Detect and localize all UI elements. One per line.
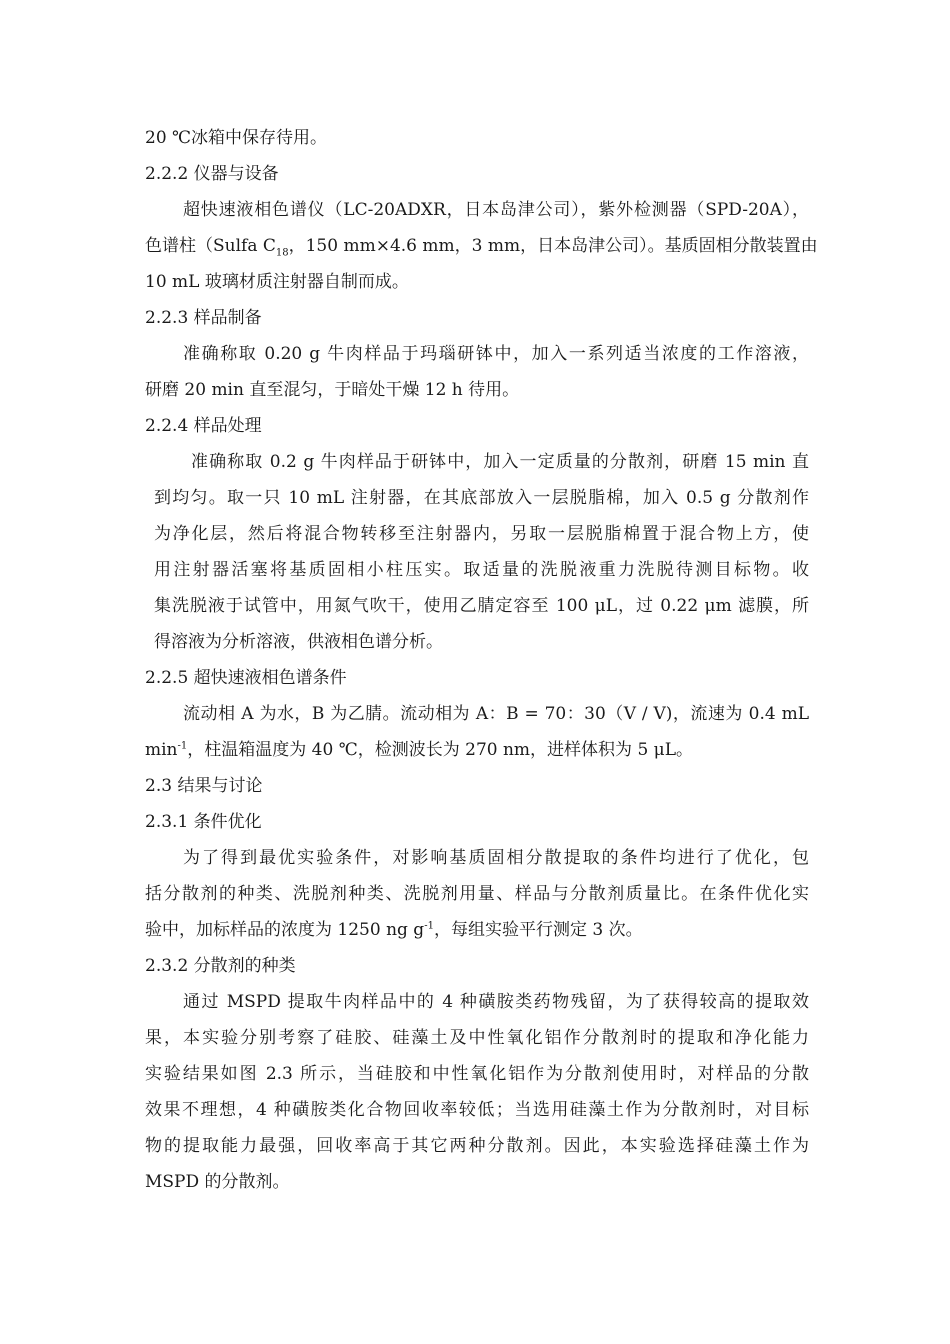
paragraph-line — [145, 912, 809, 948]
paragraph-line: 流动相 A 为水，B 为乙腈。流动相为 A：B = 70：30（V / V)，流速为 0.4 mL — [183, 704, 809, 724]
section-heading-2-3-2: 2.3.2 分散剂的种类 — [145, 956, 296, 976]
paragraph-line: 通过 MSPD 提取牛肉样品中的 4 种磺胺类药物残留，为了获得较高的提取效 — [183, 992, 809, 1012]
paragraph-line: 超快速液相色谱仪（LC-20ADXR，日本岛津公司），紫外检测器（SPD-20A）， — [183, 200, 809, 220]
paragraph-line: 准确称取 0.2 g 牛肉样品于研钵中，加入一定质量的分散剂，研磨 15 min 直 — [191, 452, 809, 472]
text-run: ，每组实验平行测定 3 次。 — [433, 920, 643, 940]
text-run: ，150 mm×4.6 mm，3 mm，日本岛津公司）。基质固相分散装置由 — [288, 236, 818, 256]
section-heading-2-2-3: 2.2.3 样品制备 — [145, 308, 262, 328]
paragraph-line: 准确称取 0.20 g 牛肉样品于玛瑙研钵中，加入一系列适当浓度的工作溶液， — [183, 344, 809, 364]
paragraph-line: 研磨 20 min 直至混匀，于暗处干燥 12 h 待用。 — [145, 380, 520, 400]
paragraph-line: 为了得到最优实验条件，对影响基质固相分散提取的条件均进行了优化，包 — [183, 848, 809, 868]
superscript: -1 — [424, 920, 434, 932]
paragraph-line: 果，本实验分别考察了硅胶、硅藻土及中性氧化铝作分散剂时的提取和净化能力 — [145, 1028, 809, 1048]
paragraph-line: 得溶液为分析溶液，供液相色谱分析。 — [154, 632, 443, 652]
text-run: 验中，加标样品的浓度为 1250 ng g — [145, 920, 425, 940]
paragraph-line: 20 ℃冰箱中保存待用。 — [145, 128, 328, 148]
paragraph-line: 括分散剂的种类、洗脱剂种类、洗脱剂用量、样品与分散剂质量比。在条件优化实 — [145, 884, 809, 904]
subscript: 18 — [275, 247, 289, 259]
paragraph-line: 物的提取能力最强，回收率高于其它两种分散剂。因此，本实验选择硅藻土作为 — [145, 1136, 809, 1156]
section-heading-2-2-2: 2.2.2 仪器与设备 — [145, 164, 279, 184]
section-heading-2-3-1: 2.3.1 条件优化 — [145, 812, 262, 832]
text-run: ，柱温箱温度为 40 ℃，检测波长为 270 nm，进样体积为 5 μL。 — [187, 740, 694, 760]
paragraph-line — [145, 228, 818, 264]
paragraph-line: 为净化层，然后将混合物转移至注射器内，另取一层脱脂棉置于混合物上方，使 — [154, 524, 809, 544]
paragraph-line: MSPD 的分散剂。 — [145, 1172, 290, 1192]
paragraph-line: 10 mL 玻璃材质注射器自制而成。 — [145, 272, 409, 292]
paragraph-line: 集洗脱液于试管中，用氮气吹干，使用乙腈定容至 100 μL，过 0.22 μm 滤膜，所 — [154, 596, 809, 616]
paragraph-line: 用注射器活塞将基质固相小柱压实。取适量的洗脱液重力洗脱待测目标物。收 — [154, 560, 809, 580]
text-run: 色谱柱（Sulfa C — [145, 236, 276, 256]
section-heading-2-2-4: 2.2.4 样品处理 — [145, 416, 262, 436]
paragraph-line — [145, 732, 809, 768]
section-heading-2-2-5: 2.2.5 超快速液相色谱条件 — [145, 668, 347, 688]
document-body — [145, 120, 818, 1200]
paragraph-line: 实验结果如图 2.3 所示，当硅胶和中性氧化铝作为分散剂使用时，对样品的分散 — [145, 1064, 809, 1084]
text-run: min — [145, 740, 178, 760]
superscript: -1 — [177, 740, 188, 752]
paragraph-line: 效果不理想，4 种磺胺类化合物回收率较低；当选用硅藻土作为分散剂时，对目标 — [145, 1100, 809, 1120]
paragraph-line: 到均匀。取一只 10 mL 注射器，在其底部放入一层脱脂棉，加入 0.5 g 分散剂作 — [154, 488, 809, 508]
section-heading-2-3: 2.3 结果与讨论 — [145, 776, 263, 796]
